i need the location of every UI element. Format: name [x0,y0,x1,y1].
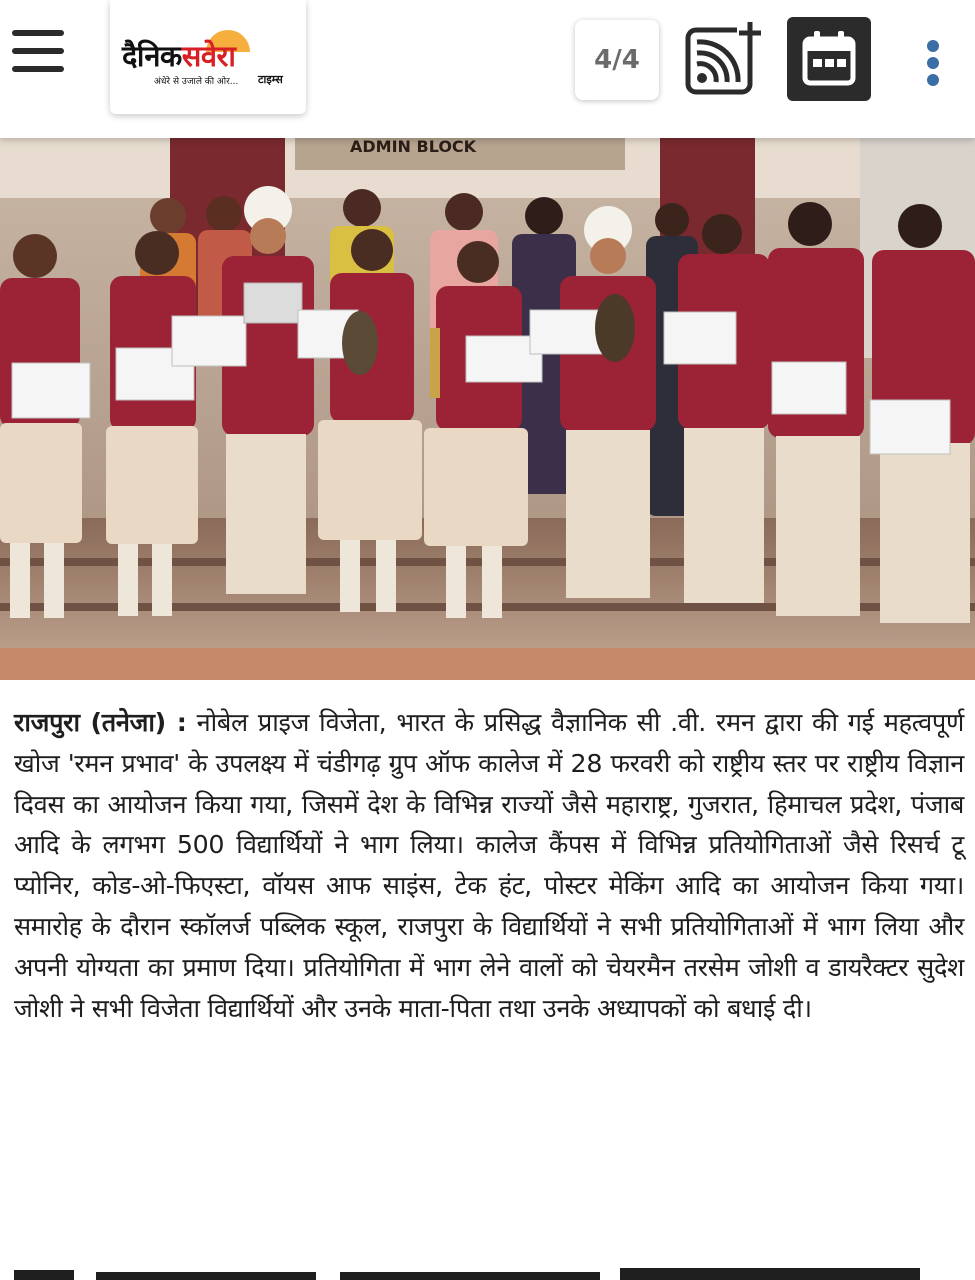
calendar-icon[interactable] [787,17,871,101]
more-vertical-icon[interactable] [920,40,946,96]
logo-times: टाइम्स [258,73,283,86]
article-body: नोबेल प्राइज विजेता, भारत के प्रसिद्ध वैज्ञानिक सी .वी. रमन द्वारा की गई महत्वपूर्ण खोज 'रमन प्रभाव' के उपलक्ष्य में चंडीगढ़ ग्रुप ऑफ कालेज में 28 फरवरी को राष्ट्रीय स्तर पर राष्ट्रीय विज्ञान दिवस का आयोजन किया गया, जिसमें देश के विभिन्न राज्यों जैसे महाराष्ट्र, गुजरात, हिमाचल प्रदेश, पंजाब आदि के लगभग 500 विद्यार्थियों ने भाग लिया। कालेज कैंपस में विभिन्न प्रतियोगिताओं जैसे रिसर्च टू प्योनिर, कोड-ओ-फिएस्टा, वॉयस आफ साइंस, टेक हंट, पोस्टर मेकिंग आदि का आयोजन किया गया। समारोह के दौरान स्कॉलर्ज पब्लिक स्कूल, राजपुरा के विद्यार्थियों ने सभी प्रतियोगिताओं में भाग लिया और अपनी योग्यता का प्रमाण दिया। प्रतियोगिता में भाग लेने वालों को चेयरमैन तरसेम जोशी व डायरैक्टर सुदेश जोशी ने सभी विजेता विद्यार्थियों और उनके माता-पिता तथा उनके अध्यापकों को बधाई दी। [14,708,964,1023]
hamburger-menu-icon[interactable] [12,30,64,72]
logo-wordmark [122,36,235,75]
page-indicator[interactable]: 4/4 [575,20,659,100]
newspaper-logo[interactable] [110,0,306,114]
top-app-bar [0,0,975,138]
student-group-photo [0,138,975,680]
logo-word-savera: सवेरा [181,39,236,73]
article-text [14,703,964,1029]
logo-word-dainik: दैनिक [122,39,182,73]
article-photo [0,138,975,680]
next-article-cutoff [0,1262,975,1280]
article-dateline: राजपुरा (तनेजा) : [14,708,187,737]
rss-add-icon[interactable] [685,20,763,98]
logo-tagline: अंधेरे से उजाले की ओर... [154,77,239,87]
admin-block-sign: ADMIN BLOCK [350,138,477,156]
